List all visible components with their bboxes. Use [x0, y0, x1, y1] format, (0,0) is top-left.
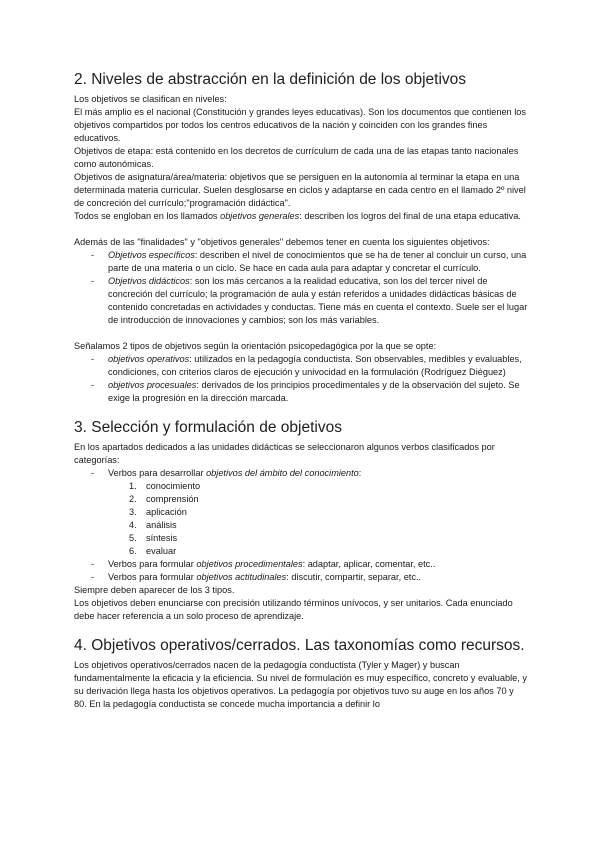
paragraph: Los objetivos se clasifican en niveles: [74, 94, 227, 104]
paragraph: Los objetivos operativos/cerrados nacen de la pedagogía conductista (Tyler y Mager) y buscan fundamentalmente la eficacia y la eficiencia. Su nivel de formulación es muy específico, concreto y evaluable, y su derivación llega hasta los objetivos operativos. La pedagogía por objetivos tuvo su auge en los años 70 y 80. En la pedagogía conductista se concede mucha importancia a definir lo [74, 660, 527, 709]
objective-types-list [74, 353, 529, 405]
paragraph: Los objetivos deben enunciarse con precisión utilizando términos unívocos, y ser unitarios. Cada enunciado debe hacer referencia a un solo proceso de aprendizaje. [74, 598, 513, 621]
objectives-list [74, 249, 529, 327]
paragraph: Además de las "finalidades" y "objetivos generales" debemos tener en cuenta los siguientes objetivos: [74, 237, 490, 247]
verbs-list [74, 467, 529, 480]
document-page [74, 70, 529, 711]
paragraph: Objetivos de etapa: está contenido en los decretos de currículum de cada una de las etapas tanto nacionales como autonómicas. [74, 146, 519, 169]
section-3-heading: 3. Selección y formulación de objetivos [74, 419, 342, 436]
list-item: - Objetivos específicos: describen el nivel de conocimientos que se ha de tener al concluir un curso, una parte de una materia o un ciclo. Se hace en cada aula para adaptar y concretar el currículo. [74, 249, 529, 275]
paragraph: El más amplio es el nacional (Constitución y grandes leyes educativas). Son los documentos que contienen los objetivos compartidos por todos los centros educativos de la nación y coinciden con los grandes fines educativos. [74, 107, 526, 143]
list-item: - Verbos para formular objetivos actitudinales: discutir, compartir, separar, etc.. [74, 571, 529, 584]
list-item: 3. aplicación [129, 507, 187, 517]
list-item: - Verbos para desarrollar objetivos del ámbito del conocimiento: [74, 467, 529, 480]
section-4-heading: 4. Objetivos operativos/cerrados. Las taxonomías como recursos. [74, 637, 525, 654]
knowledge-verbs-list [74, 480, 529, 558]
paragraph: Todos se engloban en los llamados objetivos generales: describen los logros del final de una etapa educativa. [74, 211, 521, 221]
paragraph: Objetivos de asignatura/área/materia: objetivos que se persiguen en la autonomía al terminar la etapa en una determinada materia curricular. Suelen desglosarse en ciclos y adaptarse en cada centro en el llamado 2º nivel de concreción del currículo;"programación didáctica". [74, 172, 526, 208]
list-item: 4. análisis [129, 520, 177, 530]
section-2-heading: 2. Niveles de abstracción en la definición de los objetivos [74, 71, 467, 88]
paragraph: En los apartados dedicados a las unidades didácticas se seleccionaron algunos verbos clasificados por categorías: [74, 442, 495, 465]
list-item: - objetivos procesuales: derivados de los principios procedimentales y de la observación del sujeto. Se exige la progresión en la dirección marcada. [74, 379, 529, 405]
paragraph: Señalamos 2 tipos de objetivos según la orientación psicopedagógica por la que se opte: [74, 341, 437, 351]
list-item: 6. evaluar [129, 546, 177, 556]
paragraph: Siempre deben aparecer de los 3 tipos. [74, 585, 235, 595]
list-item: 5. síntesis [129, 533, 178, 543]
list-item: 2. comprensión [129, 494, 199, 504]
verbs-list [74, 558, 529, 584]
list-item: - objetivos operativos: utilizados en la pedagogía conductista. Son observables, medibles y evaluables, condiciones, con criterios claros de ejecución y univocidad en la formulación (Rodríguez Diéguez) [74, 353, 529, 379]
list-item: - Verbos para formular objetivos procedimentales: adaptar, aplicar, comentar, etc.. [74, 558, 529, 571]
list-item: - Objetivos didácticos: son los más cercanos a la realidad educativa, son los del tercer nivel de concreción del currículo; la programación de aula y están referidos a unidades didácticas básicas de contenido concretadas en actividades y conductas. Tiene más en cuenta el contexto. Suele ser el lugar de introducción de innovaciones y cambios; son los más variables. [74, 275, 529, 327]
list-item: 1. conocimiento [129, 481, 201, 491]
